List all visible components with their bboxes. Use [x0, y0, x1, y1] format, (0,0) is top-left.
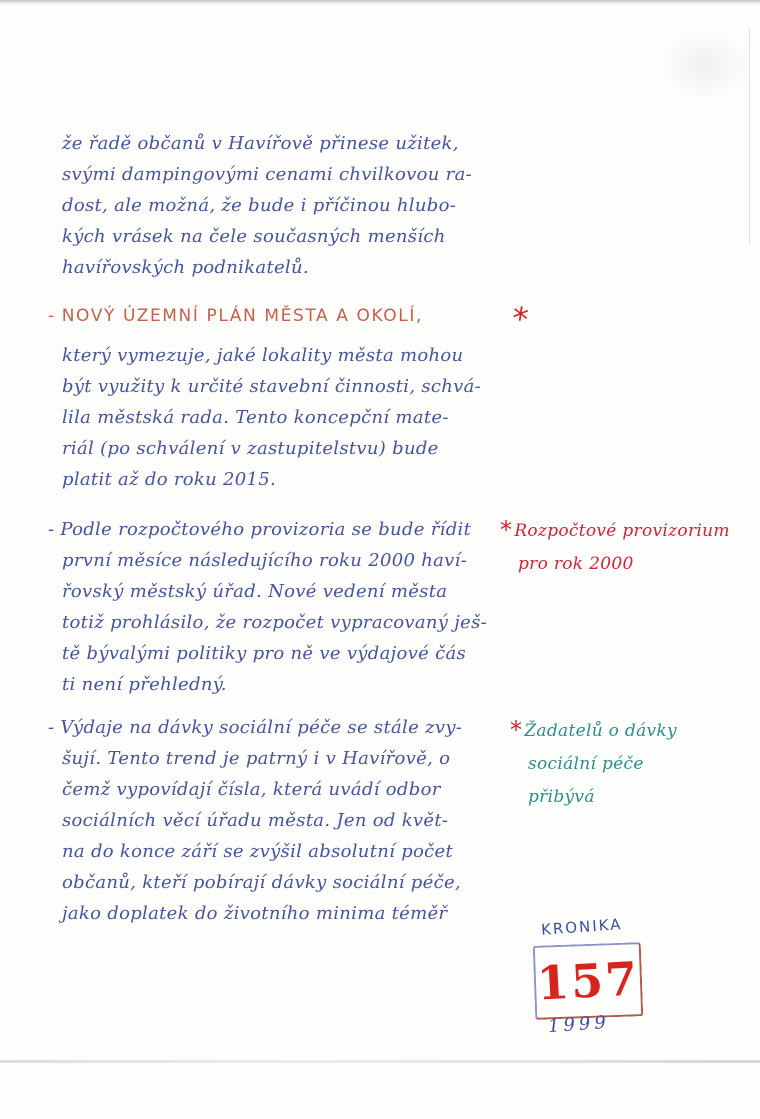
margin-note-line: sociální péče: [528, 754, 644, 774]
asterisk-mark: *: [510, 716, 523, 744]
paragraph-intro: [62, 128, 472, 283]
scan-smudge: [660, 30, 750, 100]
handwritten-line: dost, ale možná, že bude i příčinou hlubo-: [62, 195, 457, 216]
handwritten-line: - Výdaje na dávky sociální péče se stále zvy-: [48, 717, 463, 738]
handwritten-line: být využity k určité stavební činnosti, schvá-: [62, 376, 482, 397]
section-heading-territorial-plan: [48, 306, 748, 326]
handwritten-line: platit až do roku 2015.: [62, 469, 277, 490]
handwritten-line: sociálních věcí úřadu města. Jen od květ-: [62, 810, 449, 831]
handwritten-line: totiž prohlásilo, že rozpočet vypracovaný ješ-: [62, 612, 488, 633]
handwritten-line: na do konce září se zvýšil absolutní počet: [62, 841, 454, 862]
handwritten-line: lila městská rada. Tento koncepční mate-: [62, 407, 449, 428]
handwritten-line: svými dampingovými cenami chvilkovou ra-: [62, 164, 473, 185]
handwritten-line: první měsíce následujícího roku 2000 haví-: [62, 550, 468, 571]
handwritten-line: šují. Tento trend je patrný i v Havířově, o: [62, 748, 451, 769]
handwritten-line: občanů, kteří pobírají dávky sociální péče,: [62, 872, 461, 893]
handwritten-line: kých vrásek na čele současných menších: [62, 226, 446, 247]
scan-top-edge: [0, 0, 760, 6]
handwritten-line: - Podle rozpočtového provizoria se bude řídit: [48, 519, 472, 540]
margin-note-line: Rozpočtové provizorium: [514, 521, 730, 541]
handwritten-line: čemž vypovídají čísla, která uvádí odbor: [62, 779, 441, 800]
handwritten-line: riál (po schválení v zastupitelstvu) bude: [62, 438, 439, 459]
heading-text: NOVÝ ÚZEMNÍ PLÁN MĚSTA A OKOLÍ,: [61, 306, 423, 326]
margin-note-budget: [500, 514, 730, 581]
margin-note-line: Žadatelů o dávky: [524, 721, 677, 741]
handwritten-line: že řadě občanů v Havířově přinese užitek,: [62, 133, 459, 154]
handwritten-line: ti není přehledný.: [62, 674, 227, 695]
list-dash: -: [48, 306, 56, 326]
handwritten-line: tě bývalými politiky pro ně ve výdajové čás: [62, 643, 467, 664]
paragraph-social-benefits: [48, 712, 462, 929]
handwritten-line: jako doplatek do životního minima téměř: [62, 903, 448, 924]
chronicle-page-number: 157: [535, 951, 641, 1011]
asterisk-mark: *: [509, 299, 531, 339]
paragraph-territorial-plan: [62, 340, 481, 495]
handwritten-line: řovský městský úřad. Nové vedení města: [62, 581, 448, 602]
chronicle-page-number-box: [533, 942, 644, 1020]
paragraph-budget-provisional: [48, 514, 487, 700]
margin-note-line: přibývá: [528, 787, 595, 807]
handwritten-line: havířovských podnikatelů.: [62, 257, 309, 278]
scan-right-edge: [749, 28, 750, 243]
scan-bottom-edge: [0, 1060, 760, 1063]
chronicle-year: 1999: [547, 1011, 611, 1038]
margin-note-line: pro rok 2000: [518, 554, 634, 574]
margin-note-applicants: [510, 714, 677, 814]
chronicle-stamp-label: KRONIKA: [540, 915, 624, 939]
handwritten-line: který vymezuje, jaké lokality města mohou: [62, 345, 464, 366]
asterisk-mark: *: [500, 516, 513, 544]
